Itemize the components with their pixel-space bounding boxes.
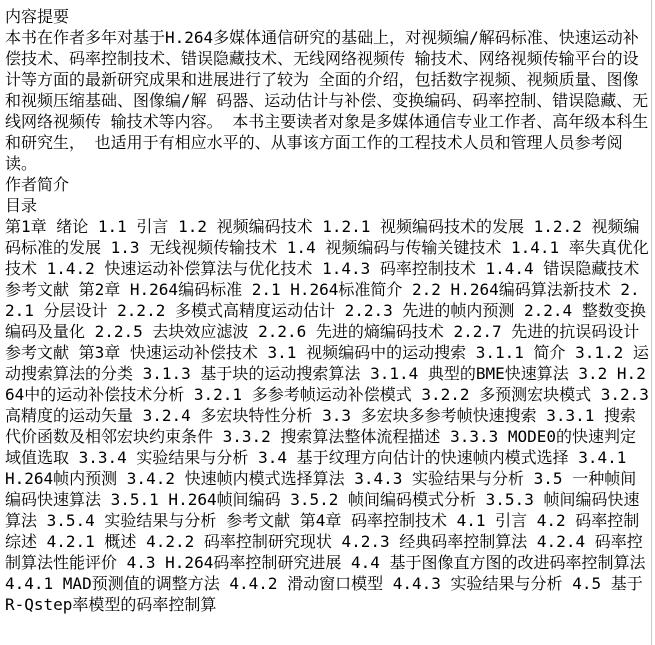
toc-text: 第1章 绪论 1.1 引言 1.2 视频编码技术 1.2.1 视频编码技术的发展 1.2.2 视频编码标准的发展 1.3 无线视频传输技术 1.4 视频编码与传输关键技术 1.4.1 率失真优化技术 1.4.2 快速运动补偿算法与优化技术 1.4.3 码率控制技术 1.4.4 错误隐藏技术 参考文献 第2章 H.264编码标准 2.1 H.264标准简介 2.2 H.264编码算法新技术 2.2.1 分层设计 2.2.2 多模式高精度运动估计 2.2.3 先进的帧内预测 2.2.4 整数变换编码及量化 2.2.5 去块效应滤波 2.2.6 先进的熵编码技术 2.2.7 先进的抗误码设计 参考文献 第3章 快速运动补偿技术 3.1 视频编码中的运动搜索 3.1.1 简介 3.1.2 运动搜索算法的分类 3.1.3 基于块的运动搜索算法 3.1.4 典型的BME快速算法 3.2 H.264中的运动补偿技术分析 3.2.1 多参考帧运动补偿模式 3.2.2 多预测宏块模式 3.2.3 高精度的运动矢量 3.2.4 多宏块特性分析 3.3 多宏块多参考帧快速搜索 3.3.1 搜索代价函数及相邻宏块约束条件 3.3.2 搜索算法整体流程描述 3.3.3 MODE0的快速判定域值选取 3.3.4 实验结果与分析 3.4 基于纹理方向估计的快速帧内模式选择 3.4.1 H.264帧内预测 3.4.2 快速帧内模式选择算法 3.4.3 实验结果与分析 3.5 一种帧间编码快速算法 3.5.1 H.264帧间编码 3.5.2 帧间编码模式分析 3.5.3 帧间编码快速算法 3.5.4 实验结果与分析 参考文献 第4章 码率控制技术 4.1 引言 4.2 码率控制综述 4.2.1 概述 4.2.2 码率控制研究现状 4.2.3 经典码率控制算法 4.2.4 码率控制算法性能评价 4.3 H.264码率控制研究进展 4.4 基于图像直方图的改进码率控制算法 4.4.1 MAD预测值的调整方法 4.4.2 滑动窗口模型 4.4.3 实验结果与分析 4.5 基于R-Qstep率模型的码率控制算 bbox=[5, 217, 649, 614]
toc-heading: 目录 bbox=[5, 196, 38, 215]
summary-text: 本书在作者多年对基于H.264多媒体通信研究的基础上，对视频编/解码标准、快速运动补偿技术、码率控制技术、错误隐藏技术、无线网络视频传 输技术、网络视频传输平台的设计等方面的最新研究成果和进展进行了较为 全面的介绍，包括数字视频、视频质量、图像和视频压缩基础、图像编/解 码器、运动估计与补偿、变换编码、码率控制、错误隐藏、无线网络视频传 输技术等内容。 本书主要读者对象是多媒体通信专业工作者、高年级本科生和研究生， 也适用于有相应水平的、从事该方面工作的工程技术人员和管理人员参考阅 读。 bbox=[5, 28, 649, 173]
summary-heading: 内容提要 bbox=[5, 7, 70, 26]
window-edge bbox=[651, 0, 655, 645]
author-heading: 作者简介 bbox=[5, 175, 70, 194]
